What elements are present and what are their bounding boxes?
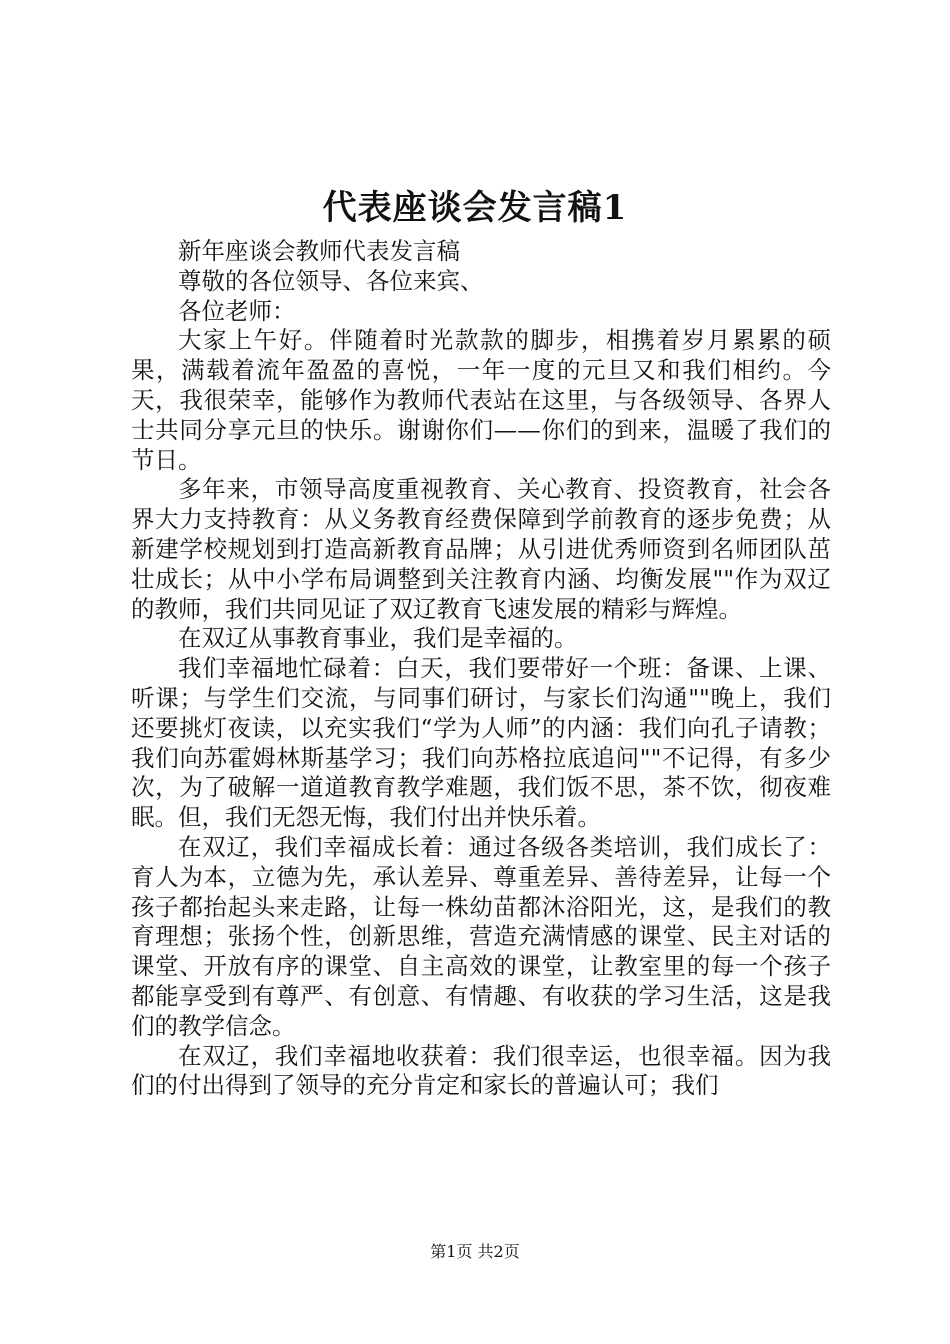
paragraph: 多年来，市领导高度重视教育、关心教育、投资教育，社会各界大力支持教育：从义务教育经费保障到学前教育的逐步免费；从新建学校规划到打造高新教育品牌；从引进优秀师资到名师团队茁壮成长；从中小学布局调整到关注教育内涵、均衡发展""作为双辽的教师，我们共同见证了双辽教育飞速发展的精彩与辉煌。 — [131, 475, 831, 623]
paragraph: 我们幸福地忙碌着：白天，我们要带好一个班：备课、上课、听课；与学生们交流，与同事们研讨，与家长们沟通""晚上，我们还要挑灯夜读，以充实我们“学为人师”的内涵：我们向孔子请教；我们向苏霍姆林斯基学习；我们向苏格拉底追问""不记得，有多少次，为了破解一道道教育教学难题，我们饭不思，茶不饮，彻夜难眠。但，我们无怨无悔，我们付出并快乐着。 — [131, 654, 831, 832]
paragraph: 各位老师： — [178, 296, 296, 325]
paragraph: 新年座谈会教师代表发言稿 — [178, 237, 460, 265]
page-number-footer: 第1页 共2页 — [430, 1242, 520, 1261]
paragraph: 在双辽，我们幸福成长着：通过各级各类培训，我们成长了：育人为本，立德为先，承认差异、尊重差异、善待差异，让每一个孩子都抬起头来走路，让每一株幼苗都沐浴阳光，这，是我们的教育理想；张扬个性，创新思维，营造充满情感的课堂、民主对话的课堂、开放有序的课堂、自主高效的课堂，让教室里的每一个孩子都能享受到有尊严、有创意、有情趣、有收获的学习生活，这是我们的教学信念。 — [131, 832, 831, 1040]
paragraph: 在双辽从事教育事业，我们是幸福的。 — [178, 624, 578, 653]
paragraph: 在双辽，我们幸福地收获着：我们很幸运，也很幸福。因为我们的付出得到了领导的充分肯定和家长的普遍认可；我们 — [131, 1041, 831, 1100]
document-title: 代表座谈会发言稿1 — [322, 188, 628, 228]
document-body — [131, 237, 831, 1101]
paragraph: 尊敬的各位领导、各位来宾、 — [178, 266, 484, 295]
paragraph: 大家上午好。伴随着时光款款的脚步，相携着岁月累累的硕果，满载着流年盈盈的喜悦，一年一度的元旦又和我们相约。今天，我很荣幸，能够作为教师代表站在这里，与各级领导、各界人士共同分享元旦的快乐。谢谢你们——你们的到来，温暖了我们的节日。 — [131, 326, 831, 474]
